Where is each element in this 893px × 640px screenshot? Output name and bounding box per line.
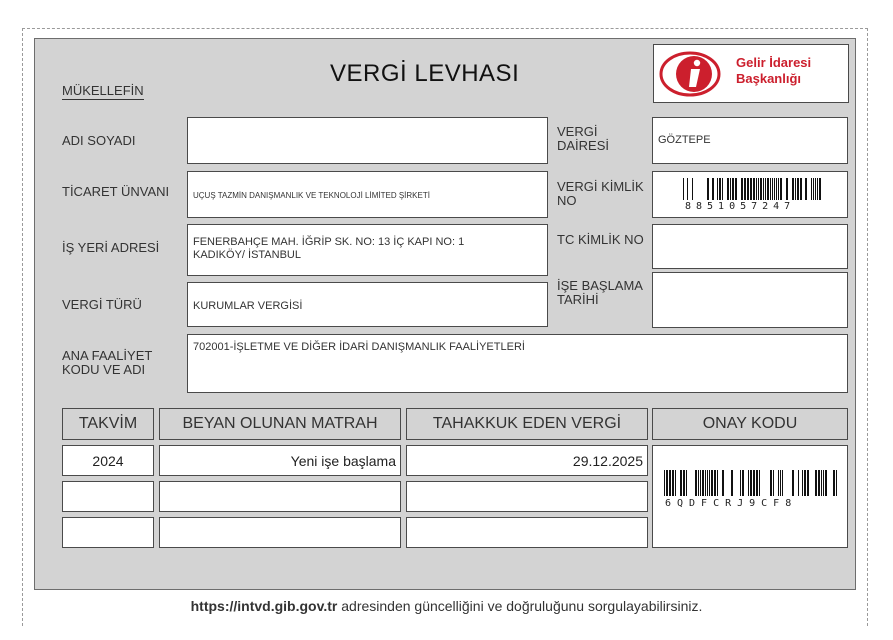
field-is-yeri-adresi — [187, 224, 548, 276]
gib-logo-icon — [658, 49, 722, 99]
table-cell-vergi-1: 29.12.2025 — [406, 445, 648, 476]
field-vergi-dairesi — [652, 117, 848, 164]
value-vergi-turu: KURUMLAR VERGİSİ — [193, 300, 303, 312]
value-vergi-kimlik-no: 8851057247 — [685, 201, 796, 212]
value-ise-baslama-tarihi — [653, 273, 847, 283]
table-cell-matrah-2 — [159, 481, 401, 512]
field-ana-faaliyet — [187, 334, 848, 393]
table-cell-onay-kodu — [652, 445, 848, 548]
label-ise-baslama-line1: İŞE BAŞLAMA — [557, 278, 643, 293]
label-vergi-turu: VERGİ TÜRÜ — [62, 297, 142, 312]
value-ticaret-unvani: UÇUŞ TAZMİN DANIŞMANLIK VE TEKNOLOJİ LİMİTED ŞİRKETİ — [193, 191, 430, 200]
label-ise-baslama-line2: TARİHİ — [557, 292, 599, 307]
gib-logo-box — [653, 44, 849, 103]
logo-text-line2: Başkanlığı — [736, 71, 802, 86]
label-ticaret-unvani: TİCARET ÜNVANI — [62, 184, 170, 199]
table-cell-matrah-3 — [159, 517, 401, 548]
label-vergi-dairesi-line2: DAİRESİ — [557, 138, 610, 153]
footer-text: adresinden güncelliğini ve doğruluğunu sorgulayabilirsiniz. — [337, 598, 703, 614]
table-header-takvim: TAKVİM — [62, 408, 154, 440]
label-ise-baslama — [557, 279, 643, 307]
value-adres-line2: KADIKÖY/ İSTANBUL — [193, 249, 301, 261]
table-cell-vergi-3 — [406, 517, 648, 548]
document-title: VERGİ LEVHASI — [330, 60, 520, 87]
vkn-barcode — [683, 178, 821, 200]
table-cell-takvim-1: 2024 — [62, 445, 154, 476]
label-vkn-line2: NO — [557, 193, 577, 208]
label-vergi-dairesi — [557, 125, 609, 153]
value-vergi-dairesi: GÖZTEPE — [658, 134, 711, 146]
label-ana-faaliyet-line1: ANA FAALİYET — [62, 348, 153, 363]
table-header-vergi: TAHAKKUK EDEN VERGİ — [406, 408, 648, 440]
label-tc-kimlik-no: TC KİMLİK NO — [557, 232, 644, 247]
field-ise-baslama-tarihi — [652, 272, 848, 328]
footer-url-link[interactable]: https://intvd.gib.gov.tr — [190, 598, 338, 614]
label-ana-faaliyet-line2: KODU VE ADI — [62, 362, 146, 377]
footer-verification-note — [0, 598, 893, 614]
table-cell-takvim-3 — [62, 517, 154, 548]
value-ana-faaliyet: 702001-İŞLETME VE DİĞER İDARİ DANIŞMANLIK FAALİYETLERİ — [193, 341, 525, 353]
value-tc-kimlik-no — [653, 225, 847, 235]
field-tc-kimlik-no — [652, 224, 848, 269]
table-header-matrah: BEYAN OLUNAN MATRAH — [159, 408, 401, 440]
value-onay-kodu: 6QDFCRJ9CF8 — [665, 498, 798, 509]
field-vergi-turu — [187, 282, 548, 327]
logo-text-line1: Gelir İdaresi — [736, 55, 812, 70]
value-adres-line1: FENERBAHÇE MAH. İĞRİP SK. NO: 13 İÇ KAPI NO: 1 — [193, 236, 465, 248]
onay-kodu-barcode — [662, 470, 840, 496]
table-cell-takvim-2 — [62, 481, 154, 512]
field-adi-soyadi — [187, 117, 548, 164]
table-cell-matrah-1: Yeni işe başlama — [159, 445, 401, 476]
label-vergi-dairesi-line1: VERGİ — [557, 124, 598, 139]
table-cell-vergi-2 — [406, 481, 648, 512]
value-adi-soyadi — [188, 118, 547, 128]
label-vkn-line1: VERGİ KİMLİK — [557, 179, 644, 194]
field-vergi-kimlik-no — [652, 171, 848, 218]
section-label-mukellef: MÜKELLEFİN — [62, 83, 144, 98]
label-ana-faaliyet — [62, 349, 152, 377]
table-header-onay-kodu: ONAY KODU — [652, 408, 848, 440]
label-is-yeri-adresi: İŞ YERİ ADRESİ — [62, 240, 160, 255]
label-adi-soyadi: ADI SOYADI — [62, 133, 136, 148]
label-vergi-kimlik-no — [557, 180, 644, 208]
field-ticaret-unvani — [187, 171, 548, 218]
